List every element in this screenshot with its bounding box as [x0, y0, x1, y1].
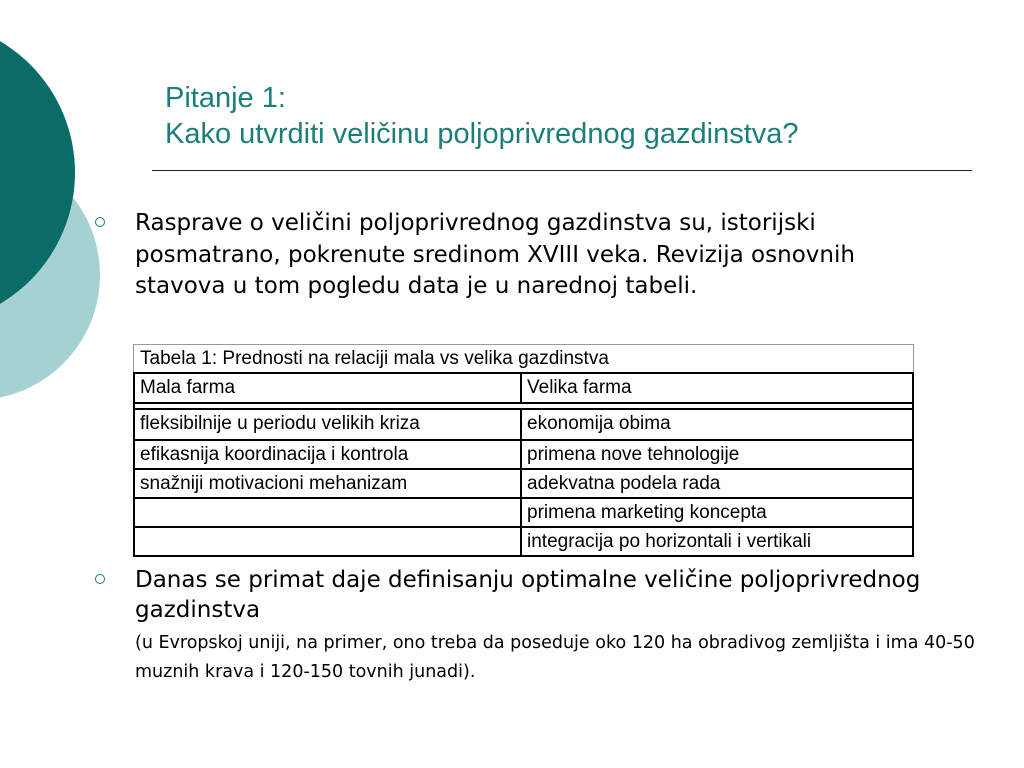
title-line-2: Kako utvrditi veličinu poljoprivrednog gazdinstva? — [165, 118, 799, 150]
table-cell: ekonomija obima — [527, 413, 671, 434]
table-cell: adekvatna podela rada — [527, 473, 721, 494]
table-cell: snažniji motivacioni mehanizam — [135, 470, 522, 497]
table-header-row — [133, 372, 914, 404]
table-cell — [135, 499, 522, 526]
table-row — [135, 410, 912, 439]
table-row — [135, 497, 912, 526]
table-cell: primena marketing koncepta — [527, 502, 767, 523]
bullet-circle-icon — [95, 217, 105, 227]
table-cell: fleksibilnije u periodu velikih kriza — [135, 410, 522, 439]
bullet-circle-icon — [95, 574, 105, 584]
bullet-subtext-2: (u Evropskoj uniji, na primer, ono treba da poseduje oko 120 ha obradivog zemljišta i ima 40-50 muznih krava i 120-150 tovnih junadi). — [135, 633, 975, 682]
table-cell: integracija po horizontali i vertikali — [527, 531, 812, 552]
table-cell — [135, 528, 522, 555]
table-row — [135, 468, 912, 497]
table-body — [133, 408, 914, 557]
title-line-1: Pitanje 1: — [165, 82, 286, 114]
comparison-table — [133, 344, 914, 557]
title-divider — [152, 170, 972, 171]
slide-title — [165, 80, 799, 152]
table-cell: primena nove tehnologije — [527, 444, 740, 465]
header-cell-large-farm: Velika farma — [527, 377, 632, 398]
table-cell: efikasnija koordinacija i kontrola — [135, 441, 522, 468]
bullet-text-1: Rasprave o veličini poljoprivrednog gazdinstva su, istorijski posmatrano, pokrenute sredinom XVIII veka. Revizija osnovnih stavova u tom pogledu data je u narednoj tabeli. — [135, 210, 855, 299]
table-row — [135, 439, 912, 468]
bullet-text-2: Danas se primat daje definisanju optimalne veličine poljoprivrednog gazdinstva — [135, 567, 921, 623]
table-caption: Tabela 1: Prednosti na relaciji mala vs velika gazdinstva — [133, 344, 914, 372]
table-row — [135, 526, 912, 555]
header-cell-small-farm: Mala farma — [135, 374, 522, 402]
